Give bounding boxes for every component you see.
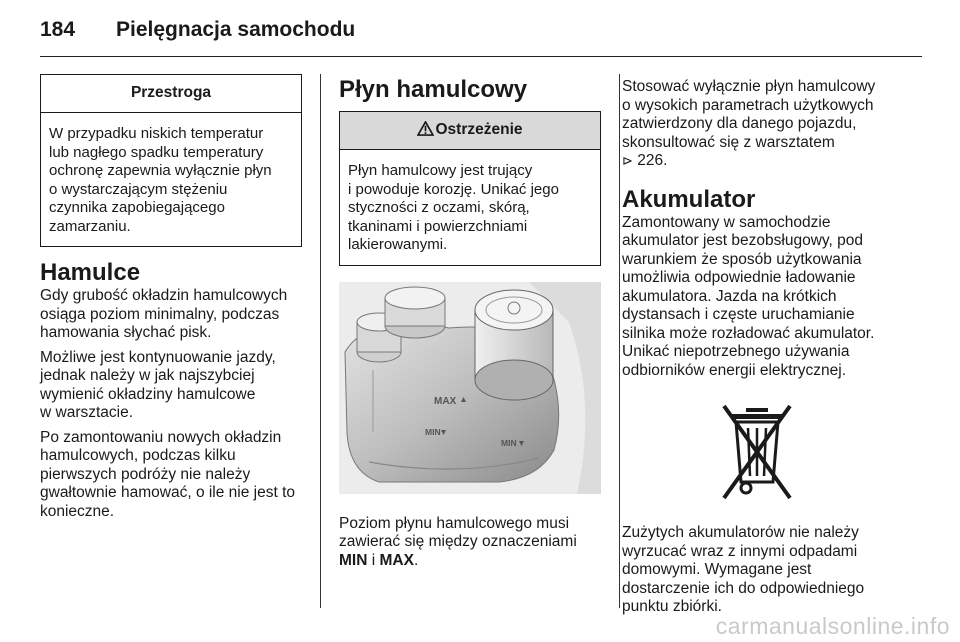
page-reference-icon: ⊳ [622,154,633,169]
column-divider [619,74,620,608]
text-line: o wystarczającym stężeniu [49,180,228,198]
min-mark-label-right: MIN [501,437,517,448]
text-line: lakierowanymi. [348,236,448,253]
section-heading-brake-fluid: Płyn hamulcowy [339,76,528,103]
text-line: lub nagłego spadku temperatury [49,143,264,161]
section-heading-battery: Akumulator [622,185,756,213]
max-mark-label: MAX [434,395,457,407]
page-number: 184 [40,18,76,41]
page-reference[interactable]: 226. [632,152,668,169]
caution-text [41,113,301,246]
paragraph: Stosować wyłącznie płyn hamulcowy o wysokich parametrach użytkowych zatwierdzony dla danego pojazdu, skonsultować się z warsztatem ⊳ 226. [622,78,876,169]
crossed-out-bin-icon [720,402,794,502]
text-line: czynnika zapobiegającego [49,199,225,216]
min-mark-label-left: MIN [425,426,441,437]
paragraph: Możliwe jest kontynuowanie jazdy, jednak należy w jak najszybciej wymienić okładziny hamulcowe w warsztacie. [40,348,276,421]
page-title: Pielęgnacja samochodu [116,18,356,41]
text-line: tkaninami i powierzchniami [348,217,528,235]
brake-fluid-reservoir-photo [339,282,601,494]
warning-text [340,150,600,265]
text-line: Płyn hamulcowy jest trujący [348,162,533,179]
warning-title [340,112,600,150]
warning-box [339,111,601,266]
text-line: W przypadku niskich temperatur [49,125,264,142]
paragraph: Po zamontowaniu nowych okładzin hamulcowych, podczas kilku pierwszych podróży nie należy gwałtownie hamować, o ile nie jest to konieczne. [40,428,296,520]
caution-title: Przestroga [41,75,301,113]
paragraph: Zużytych akumulatorów nie należy wyrzucać wraz z innymi odpadami domowymi. Wymagane jest dostarczenie ich do odpowiedniego punktu zbiórki. [622,524,865,615]
column-left [40,74,302,521]
column-divider [320,74,321,608]
caution-box [40,74,302,247]
paragraph: Zamontowany w samochodzie akumulator jest bezobsługowy, pod warunkiem że sposób użytkowania umożliwia odpowiednie ładowanie akumulatora. Jazda na krótkich dystansach i częste uruchamianie silnika może rozładować akumulator. Unikać niepotrzebnego używania odbiorników energii elektrycznej. [622,213,875,379]
photo-caption: Poziom płynu hamulcowego musi zawierać się między oznaczeniami MIN i MAX. [339,514,577,569]
section-heading-brakes: Hamulce [40,259,141,286]
column-middle [339,74,601,570]
watermark: carmanualsonline.info [715,613,950,639]
column-right [622,74,912,617]
page-header [40,12,922,57]
warning-triangle-icon [417,121,434,136]
text-line: ochronę zapewnia wyłącznie płyn [49,162,272,179]
warning-title-text: Ostrzeżenie [435,121,523,138]
paragraph: Gdy grubość okładzin hamulcowych osiąga poziom minimalny, podczas hamowania słychać pisk. [40,287,288,341]
text-line: zamarzaniu. [49,217,131,235]
text-line: styczności z oczami, skórą, [348,199,530,216]
text-line: i powoduje korozję. Unikać jego [348,180,559,198]
